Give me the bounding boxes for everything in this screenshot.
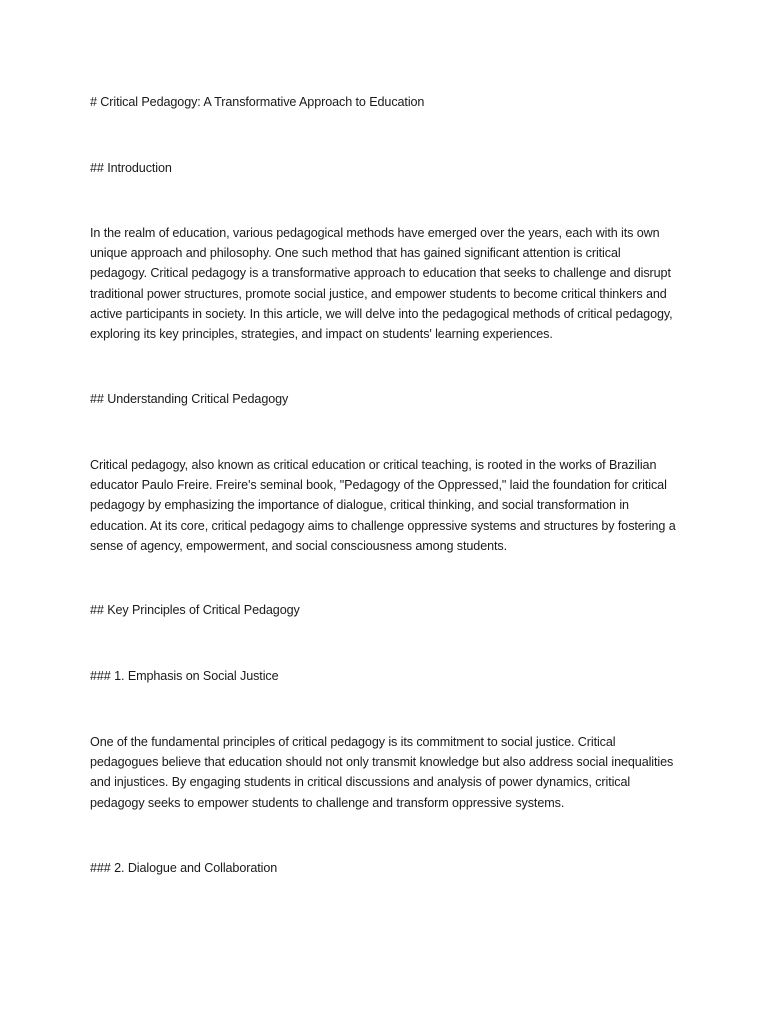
understanding-paragraph: Critical pedagogy, also known as critical education or critical teaching, is rooted in the works of Brazilian educator Paulo Freire. Freire's seminal book, "Pedagogy of the Oppressed," laid the foundation for critical pedagogy by emphasizing the importance of dialogue, critical thinking, and social transformation in education. At its core, critical pedagogy aims to challenge oppressive systems and structures by fostering a sense of agency, empowerment, and social consciousness among students. <box>90 458 676 553</box>
intro-paragraph: In the realm of education, various pedagogical methods have emerged over the years, each with its own unique approach and philosophy. One such method that has gained significant attention is critical pedagogy. Critical pedagogy is a transformative approach to education that seeks to challenge and disrupt traditional power structures, promote social justice, and empower students to become critical thinkers and active participants in society. In this article, we will delve into the pedagogical methods of critical pedagogy, exploring its key principles, strategies, and impact on students' learning experiences. <box>90 226 673 342</box>
understanding-heading: ## Understanding Critical Pedagogy <box>90 392 289 406</box>
principles-heading: ## Key Principles of Critical Pedagogy <box>90 603 300 617</box>
document-title: # Critical Pedagogy: A Transformative Approach to Education <box>90 95 425 109</box>
principle1-heading: ### 1. Emphasis on Social Justice <box>90 669 279 683</box>
intro-heading: ## Introduction <box>90 161 172 175</box>
principle1-paragraph: One of the fundamental principles of critical pedagogy is its commitment to social justice. Critical pedagogues believe that education should not only transmit knowledge but also address social inequalities and injustices. By engaging students in critical discussions and analysis of power dynamics, critical pedagogy seeks to empower students to challenge and transform oppressive systems. <box>90 735 674 810</box>
principle2-heading: ### 2. Dialogue and Collaboration <box>90 861 278 875</box>
